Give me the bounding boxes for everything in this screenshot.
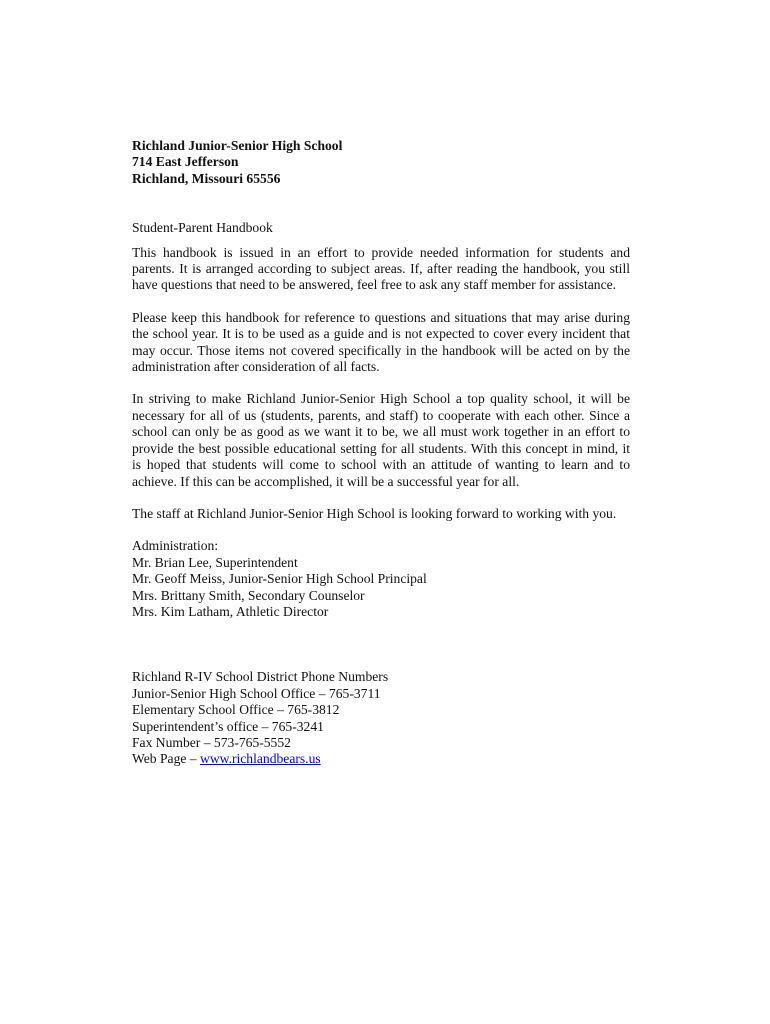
admin-member: Mr. Brian Lee, Superintendent: [132, 554, 298, 570]
web-page-line: [132, 751, 630, 767]
phone-line: Elementary School Office – 765-3812: [132, 702, 340, 718]
phone-line: Fax Number – 573-765-5552: [132, 734, 291, 750]
phones-heading: Richland R-IV School District Phone Numbers: [132, 669, 389, 685]
handbook-title: Student-Parent Handbook: [132, 220, 273, 236]
reference-paragraph: Please keep this handbook for reference to questions and situations that may arise during the school year. It is to be used as a guide and is not expected to cover every incident that may occur. Those items not covered specifically in the handbook will be acted on by the administration after consideration of all facts.: [132, 309, 630, 375]
handbook-page: [132, 138, 630, 768]
admin-member: Mrs. Brittany Smith, Secondary Counselor: [132, 587, 365, 603]
school-name: Richland Junior-Senior High School: [132, 138, 343, 153]
school-street: 714 East Jefferson: [132, 154, 239, 170]
admin-member: Mrs. Kim Latham, Athletic Director: [132, 603, 329, 619]
web-page-label: Web Page –: [132, 751, 200, 767]
closing-paragraph: The staff at Richland Junior-Senior High School is looking forward to working with you.: [132, 505, 617, 521]
school-address: [132, 138, 630, 187]
administration-list: [132, 538, 630, 620]
website-link[interactable]: www.richlandbears.us: [200, 751, 321, 767]
phone-line: Superintendent’s office – 765-3241: [132, 718, 324, 734]
phone-numbers: [132, 669, 630, 767]
intro-paragraph: This handbook is issued in an effort to provide needed information for students and parents. It is arranged according to subject areas. If, after reading the handbook, you still have questions that need to be answered, feel free to ask any staff member for assistance.: [132, 244, 630, 293]
quality-paragraph: In striving to make Richland Junior-Senior High School a top quality school, it will be necessary for all of us (students, parents, and staff) to cooperate with each other. Since a school can only be as good as we want it to be, we all must work together in an effort to provide the best possible educational setting for all students. With this concept in mind, it is hoped that students will come to school with an attitude of wanting to learn and to achieve. If this can be accomplished, it will be a successful year for all.: [132, 391, 630, 489]
admin-member: Mr. Geoff Meiss, Junior-Senior High School Principal: [132, 571, 427, 587]
phone-line: Junior-Senior High School Office – 765-3711: [132, 685, 381, 701]
administration-heading: Administration:: [132, 538, 219, 554]
school-city: Richland, Missouri 65556: [132, 170, 281, 186]
